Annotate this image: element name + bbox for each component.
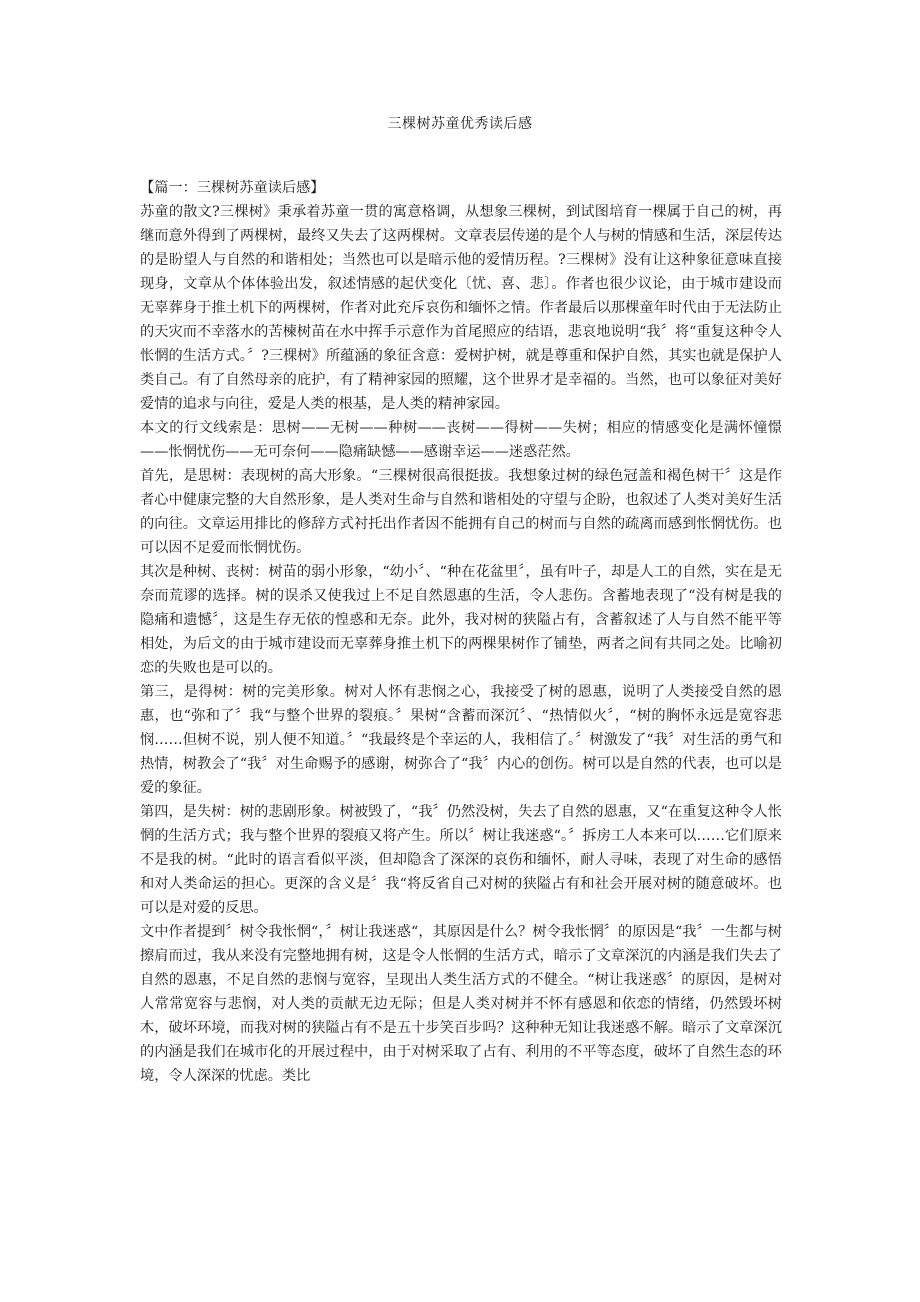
section-heading: 【篇一：三棵树苏童读后感】 (140, 180, 325, 196)
paragraph-first: 首先，是思树：表现树的高大形象。“三棵树很高很挺拔。我想象过树的绿色冠盖和褐色树干〞这是作者心中健康完整的大自然形象，是人类对生命与自然和谐相处的守望与企盼，也叙述了人类对美好生活的向往。文章运用排比的修辞方式衬托出作者因不能拥有自己的树而与自然的疏离而感到怅惘忧伤。也可以因不足爱而怅惘忧伤。 (140, 468, 782, 556)
paragraph-intro: 苏童的散文?三棵树》秉承着苏童一贯的寓意格调，从想象三棵树，到试图培育一棵属于自己的树，再继而意外得到了两棵树，最终又失去了这两棵树。文章表层传递的是个人与树的情感和生活，深层传达的是盼望人与自然的和谐相处；当然也可以是暗示他的爱情历程。?三棵树》没有让这种象征意味直接现身，文章从个体体验出发，叙述情感的起伏变化〔忧、喜、悲〕。作者也很少议论，由于城市建设而无辜葬身于推土机下的两棵树，作者对此充斥哀伤和缅怀之情。作者最后以那棵童年时代由于无法防止的天灾而不幸落水的苦楝树苗在水中挥手示意作为首尾照应的结语，悲哀地说明“我〞将“重复这种令人怅惘的生活方式。〞?三棵树》所蕴涵的象征含意：爱树护树，就是尊重和保护自然，其实也就是保护人类自己。有了自然母亲的庇护，有了精神家园的照耀，这个世界才是幸福的。当然，也可以象征对美好爱情的追求与向往，爱是人类的根基，是人类的精神家园。 (140, 204, 782, 412)
document-title: 三棵树苏童优秀读后感 (387, 116, 533, 132)
paragraph-fourth: 第四，是失树：树的悲剧形象。树被毁了，“我〞仍然没树，失去了自然的恩惠，又“在重复这种令人怅惘的生活方式；我与整个世界的裂痕又将产生。所以〞树让我迷惑“。〞拆房工人本来可以……它们原来不是我的树。“此时的语言看似平淡，但却隐含了深深的哀伤和缅怀，耐人寻味，表现了对生命的感悟和对人类命运的担心。更深的含义是〞我“将反省自己对树的狭隘占有和社会开展对树的随意破坏。也可以是对爱的反思。 (140, 804, 782, 916)
paragraph-reason: 文中作者提到〞树令我怅惘“，〞树让我迷惑“，其原因是什么？树令我怅惘〞的原因是“我〞一生都与树擦肩而过，我从来没有完整地拥有树，这是令人怅惘的生活方式，暗示了文章深沉的内涵是我们失去了自然的恩惠，不足自然的悲悯与宽容，呈现出人类生活方式的不健全。“树让我迷惑〞的原因，是树对人常常宽容与悲悯，对人类的贡献无边无际；但是人类对树并不怀有感恩和依恋的情绪，仍然毁坏树木，破坏环境，而我对树的狭隘占有不是五十步笑百步吗？这种种无知让我迷惑不解。暗示了文章深沉的内涵是我们在城市化的开展过程中，由于对树采取了占有、利用的不平等态度，破坏了自然生态的环境，令人深深的忧虑。类比 (140, 924, 782, 1084)
paragraph-second: 其次是种树、丧树：树苗的弱小形象，“幼小〞、“种在花盆里〞，虽有叶子，却是人工的自然，实在是无奈而荒谬的选择。树的误杀又使我过上不足自然恩惠的生活，令人悲伤。含蓄地表现了“没有树是我的隐痛和遗憾〞，这是生存无依的惶惑和无奈。此外，我对树的狭隘占有，含蓄叙述了人与自然不能平等相处，为后文的由于城市建设而无辜葬身推土机下的两棵果树作了铺垫，两者之间有共同之处。比喻初恋的失败也是可以的。 (140, 564, 782, 676)
paragraph-clue: 本文的行文线索是：思树——无树——种树——丧树——得树——失树；相应的情感变化是满怀憧憬——怅惘忧伤——无可奈何——隐痛缺憾——感谢幸运——迷惑茫然。 (140, 420, 782, 460)
paragraph-third: 第三，是得树：树的完美形象。树对人怀有悲悯之心，我接受了树的恩惠，说明了人类接受自然的恩惠，也“弥和了〞我“与整个世界的裂痕。〞果树“含蓄而深沉〞、“热情似火〞，“树的胸怀永远是宽容悲悯……但树不说，别人便不知道。〞“我最终是个幸运的人，我相信了。〞树激发了“我〞对生活的勇气和热情，树教会了“我〞对生命赐予的感谢，树弥合了“我〞内心的创伤。树可以是自然的代表，也可以是爱的象征。 (140, 684, 782, 796)
document-body (140, 176, 782, 1088)
